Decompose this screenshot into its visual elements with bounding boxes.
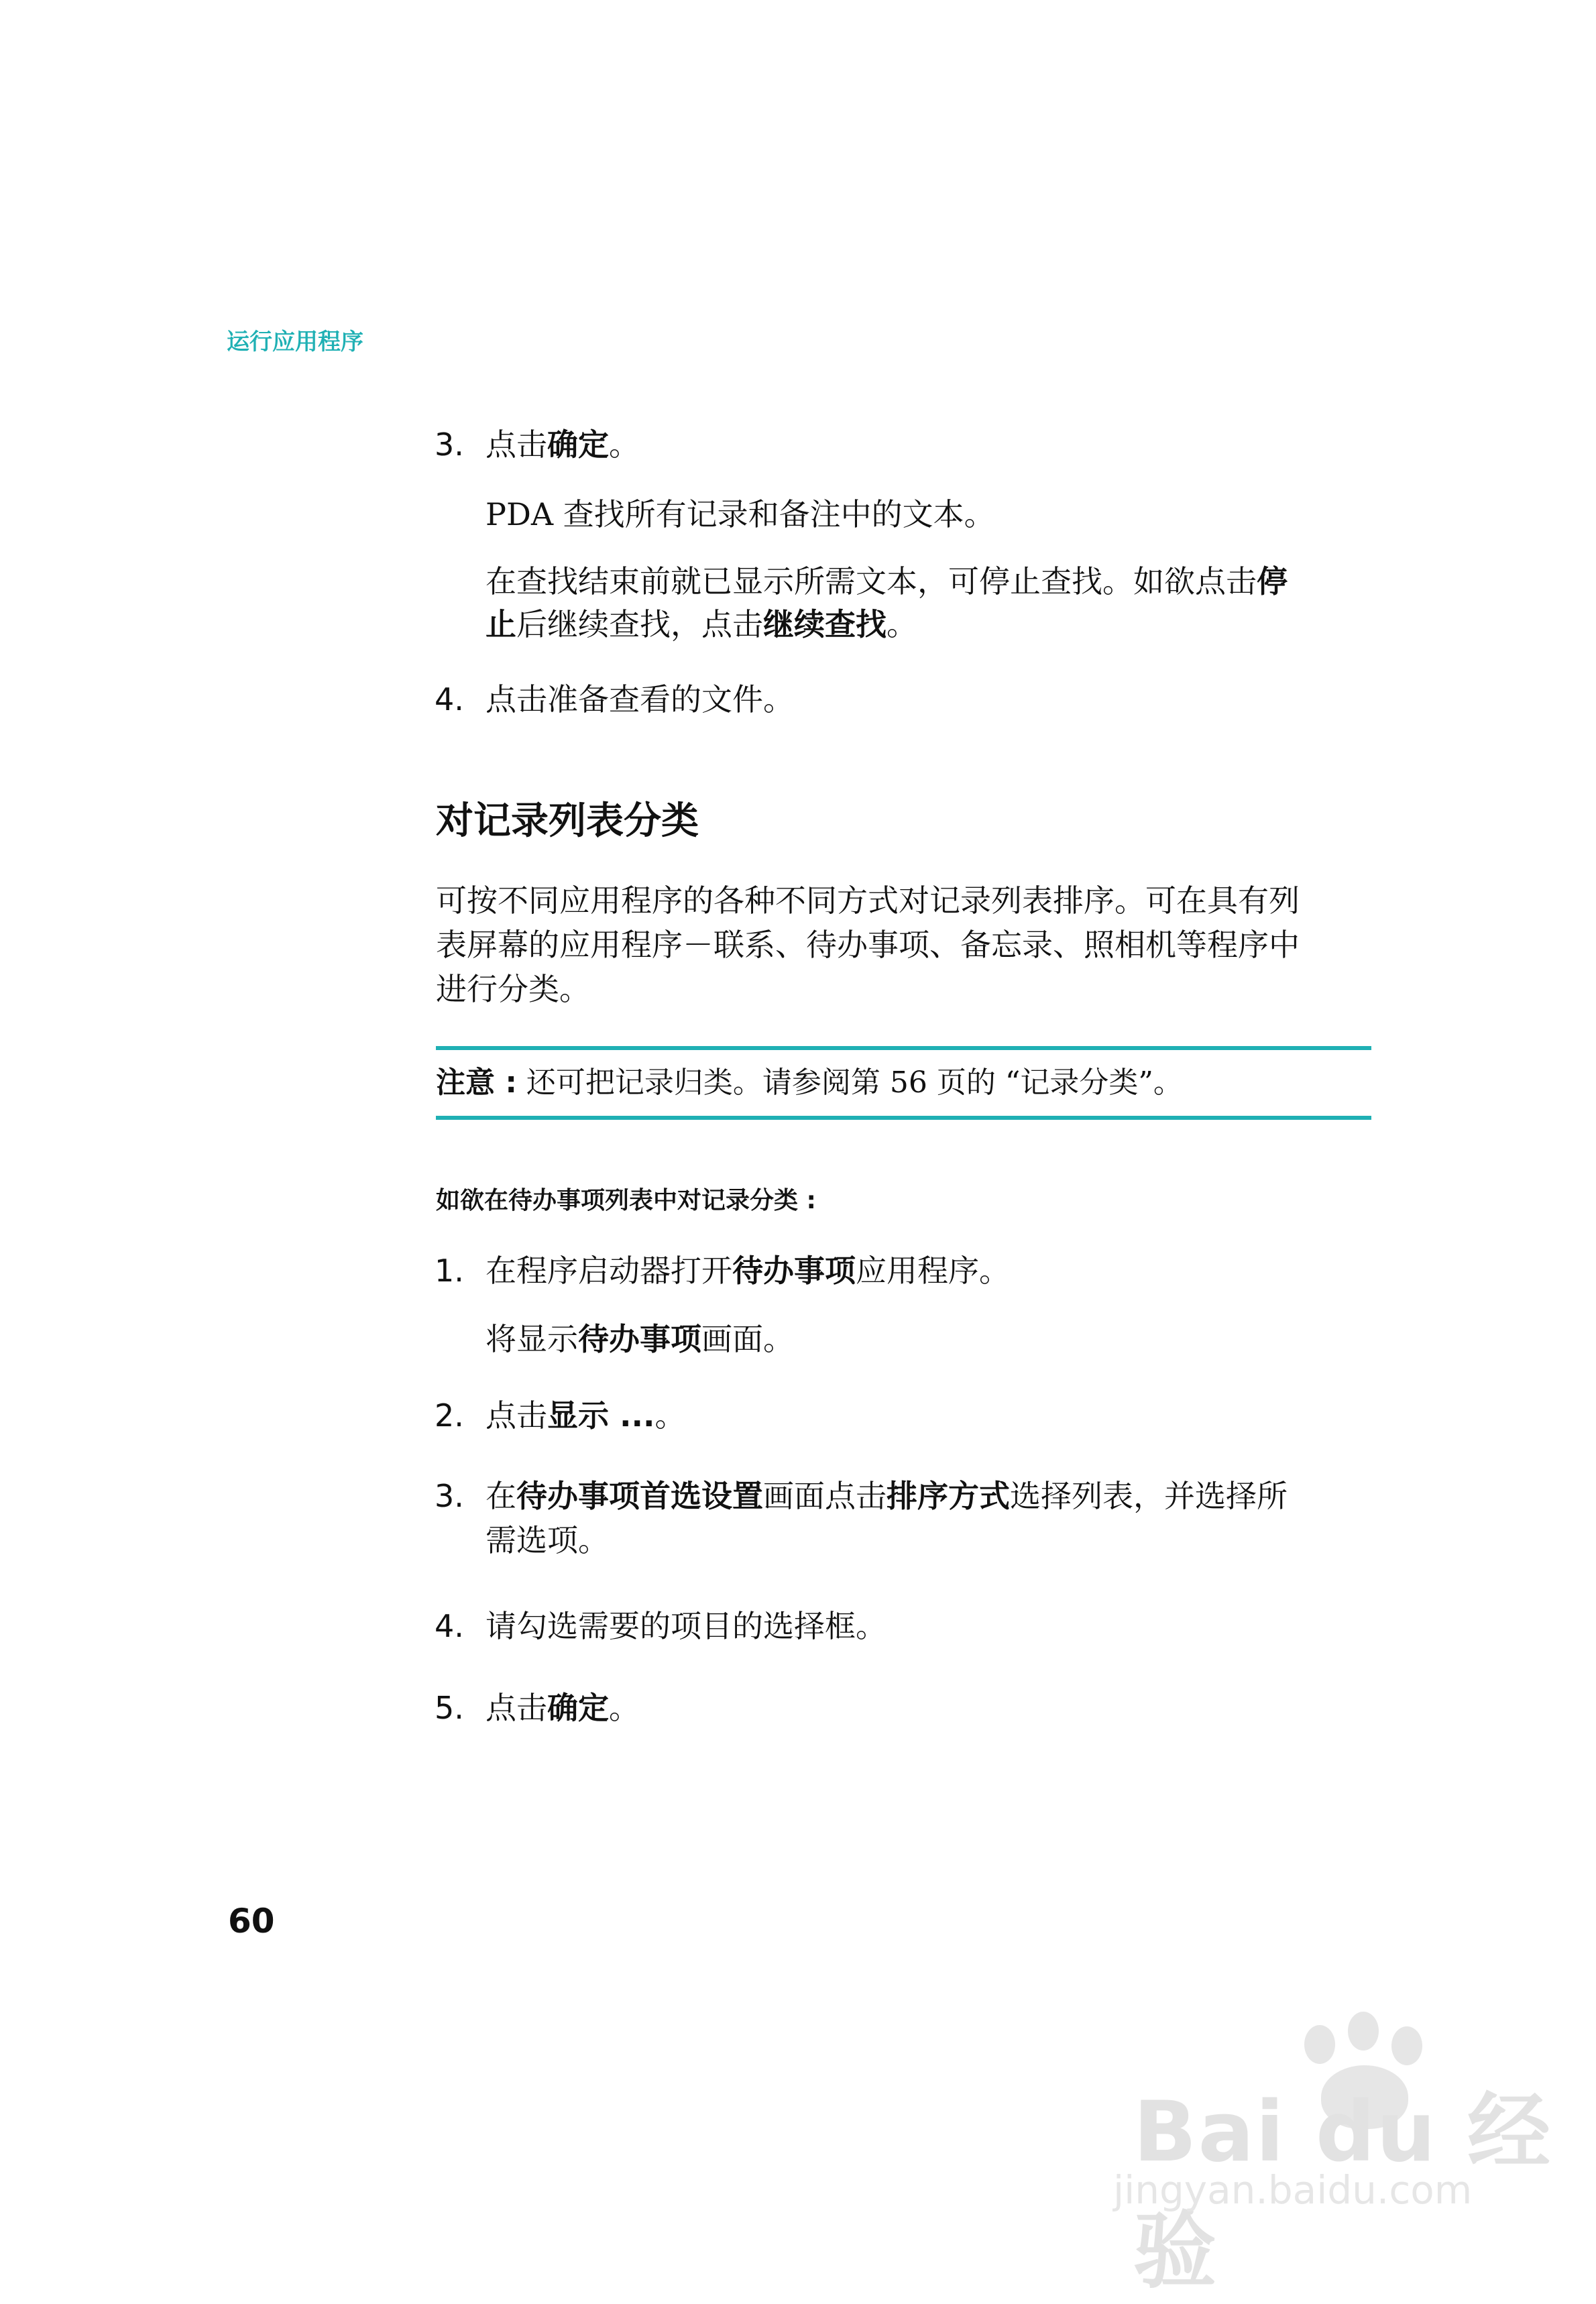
procedure-step-1-result: 将显示待办事项画面。 [486, 1321, 794, 1357]
step-number: 4. [435, 681, 464, 717]
step-number: 5. [435, 1690, 464, 1726]
note-bottom-rule [436, 1116, 1371, 1120]
section-para-line2: 表屏幕的应用程序－联系、待办事项、备忘录、照相机等程序中 [436, 927, 1300, 963]
running-header: 运行应用程序 [227, 329, 363, 355]
step-number: 4. [435, 1608, 464, 1644]
find-note-line1: PDA 查找所有记录和备注中的文本。 [486, 496, 995, 532]
note-top-rule [436, 1046, 1371, 1050]
step-text: 点击准备查看的文件。 [486, 681, 794, 717]
note-label: 注意 : [436, 1065, 517, 1100]
note [436, 1062, 1183, 1104]
find-note-line2a: 在查找结束前就已显示所需文本，可停止查找。如欲点击停 [486, 563, 1288, 599]
find-note-line2b: 止后继续查找，点击继续查找。 [486, 606, 917, 642]
step-number: 3. [435, 426, 464, 463]
note-text: 还可把记录归类。请参阅第 56 页的 “记录分类”。 [516, 1065, 1183, 1100]
section-title: 对记录列表分类 [436, 799, 699, 843]
watermark-logo: Bai du 经验 [1133, 2084, 1552, 2300]
step-number: 2. [435, 1397, 464, 1434]
step-text: 在程序启动器打开待办事项应用程序。 [486, 1253, 1010, 1289]
step-text: 点击确定。 [486, 426, 640, 463]
step-number: 1. [435, 1253, 464, 1289]
section-para-line1: 可按不同应用程序的各种不同方式对记录列表排序。可在具有列 [436, 882, 1300, 919]
step-text: 在待办事项首选设置画面点击排序方式选择列表，并选择所 [486, 1478, 1288, 1514]
step-number: 3. [435, 1478, 464, 1514]
procedure-step-3-line2: 需选项。 [486, 1522, 609, 1558]
page-number: 60 [228, 1902, 275, 1941]
step-text: 点击显示 ...。 [486, 1397, 686, 1434]
step-text: 点击确定。 [486, 1690, 640, 1726]
step-text: 请勾选需要的项目的选择框。 [486, 1608, 887, 1644]
section-para-line3: 进行分类。 [436, 971, 590, 1007]
procedure-title: 如欲在待办事项列表中对记录分类 : [436, 1187, 816, 1214]
watermark-url: jingyan.baidu.com [1113, 2167, 1473, 2213]
